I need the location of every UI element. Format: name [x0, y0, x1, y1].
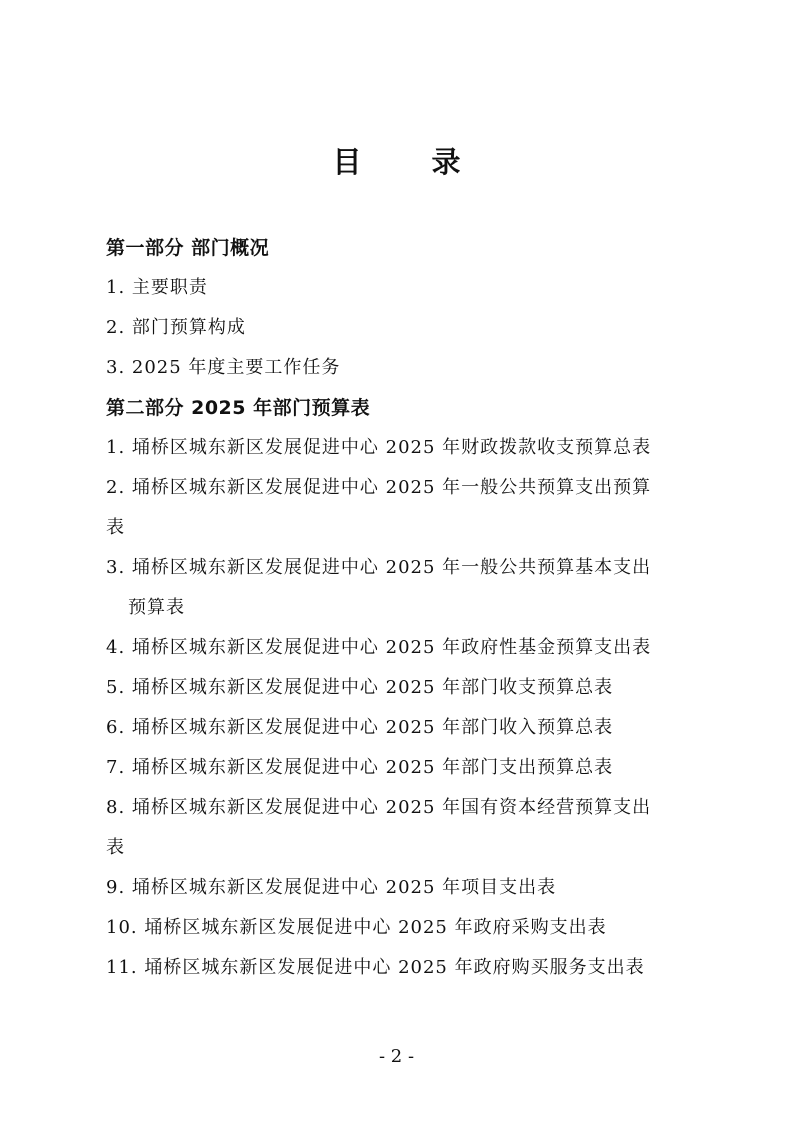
- toc-entry: 2. 部门预算构成: [106, 317, 246, 338]
- toc-entry: 7. 埇桥区城东新区发展促进中心 2025 年部门支出预算总表: [106, 757, 614, 778]
- toc-entry-continuation: 表: [106, 517, 125, 538]
- toc-entry: 8. 埇桥区城东新区发展促进中心 2025 年国有资本经营预算支出: [106, 797, 652, 818]
- toc-entry: 4. 埇桥区城东新区发展促进中心 2025 年政府性基金预算支出表: [106, 637, 652, 658]
- toc-section-heading: 第一部分 部门概况: [106, 237, 270, 259]
- toc-entry: 1. 主要职责: [106, 277, 208, 298]
- toc-entry: 1. 埇桥区城东新区发展促进中心 2025 年财政拨款收支预算总表: [106, 437, 652, 458]
- toc-entry: 9. 埇桥区城东新区发展促进中心 2025 年项目支出表: [106, 877, 557, 898]
- toc-entry: 10. 埇桥区城东新区发展促进中心 2025 年政府采购支出表: [106, 917, 607, 938]
- toc-entry: 5. 埇桥区城东新区发展促进中心 2025 年部门收支预算总表: [106, 677, 614, 698]
- page-number: - 2 -: [378, 1046, 415, 1067]
- toc-entry: 2. 埇桥区城东新区发展促进中心 2025 年一般公共预算支出预算: [106, 477, 652, 498]
- toc-section-heading: 第二部分 2025 年部门预算表: [106, 397, 371, 419]
- toc-entry-continuation: 预算表: [128, 597, 185, 618]
- toc-entry: 3. 2025 年度主要工作任务: [106, 357, 341, 378]
- toc-entry: 6. 埇桥区城东新区发展促进中心 2025 年部门收入预算总表: [106, 717, 614, 738]
- toc-entry-continuation: 表: [106, 837, 125, 858]
- toc-entry: 3. 埇桥区城东新区发展促进中心 2025 年一般公共预算基本支出: [106, 557, 652, 578]
- toc-entry: 11. 埇桥区城东新区发展促进中心 2025 年政府购买服务支出表: [106, 957, 645, 978]
- table-of-contents: [106, 228, 706, 988]
- document-title: 目 录: [332, 145, 491, 179]
